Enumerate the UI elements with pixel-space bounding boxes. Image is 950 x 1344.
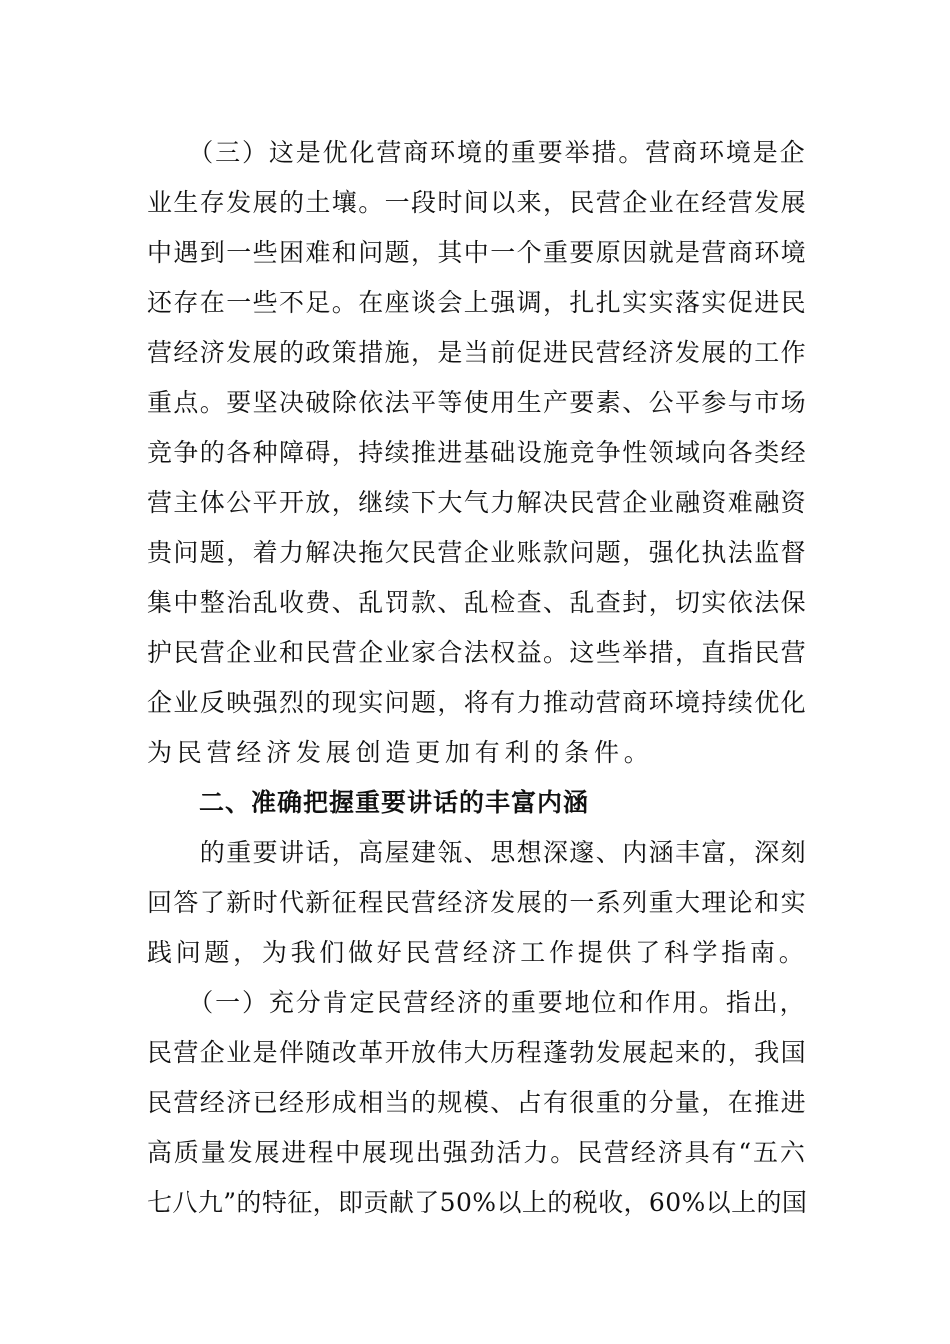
paragraph-line: （三）这是优化营商环境的重要举措。营商环境是企 (147, 138, 807, 167)
paragraph-line: 企业反映强烈的现实问题，将有力推动营商环境持续优化 (147, 688, 808, 717)
paragraph-line: 集中整治乱收费、乱罚款、乱检查、乱查封，切实依法保 (147, 588, 808, 617)
paragraph-line: 竞争的各种障碍，持续推进基础设施竞争性领域向各类经 (147, 438, 808, 467)
paragraph-line: （一）充分肯定民营经济的重要地位和作用。指出， (147, 988, 807, 1017)
paragraph-line: 践问题，为我们做好民营经济工作提供了科学指南。 (147, 938, 808, 967)
paragraph-line: 业生存发展的土壤。一段时间以来，民营企业在经营发展 (147, 188, 808, 217)
paragraph-line: 还存在一些不足。在座谈会上强调，扎扎实实落实促进民 (147, 288, 808, 317)
paragraph-line: 民营经济已经形成相当的规模、占有很重的分量，在推进 (147, 1088, 808, 1117)
paragraph-line: 中遇到一些困难和问题，其中一个重要原因就是营商环境 (147, 238, 808, 267)
paragraph-line: 回答了新时代新征程民营经济发展的一系列重大理论和实 (147, 888, 808, 917)
paragraph-line: 贵问题，着力解决拖欠民营企业账款问题，强化执法监督 (147, 538, 808, 567)
paragraph-line: 营经济发展的政策措施，是当前促进民营经济发展的工作 (147, 338, 808, 367)
section-heading: 二、准确把握重要讲话的丰富内涵 (147, 788, 590, 817)
paragraph-line: 为民营经济发展创造更加有利的条件。 (147, 738, 654, 767)
paragraph-line: 的重要讲话，高屋建瓴、思想深邃、内涵丰富，深刻 (147, 838, 808, 867)
paragraph-line: 七八九”的特征，即贡献了50%以上的税收，60%以上的国 (147, 1188, 808, 1217)
paragraph-line: 民营企业是伴随改革开放伟大历程蓬勃发展起来的，我国 (147, 1038, 808, 1067)
paragraph-line: 高质量发展进程中展现出强劲活力。民营经济具有“五六 (147, 1138, 807, 1167)
paragraph-line: 护民营企业和民营企业家合法权益。这些举措，直指民营 (147, 638, 808, 667)
paragraph-line: 重点。要坚决破除依法平等使用生产要素、公平参与市场 (147, 388, 808, 417)
paragraph-line: 营主体公平开放，继续下大气力解决民营企业融资难融资 (147, 488, 808, 517)
